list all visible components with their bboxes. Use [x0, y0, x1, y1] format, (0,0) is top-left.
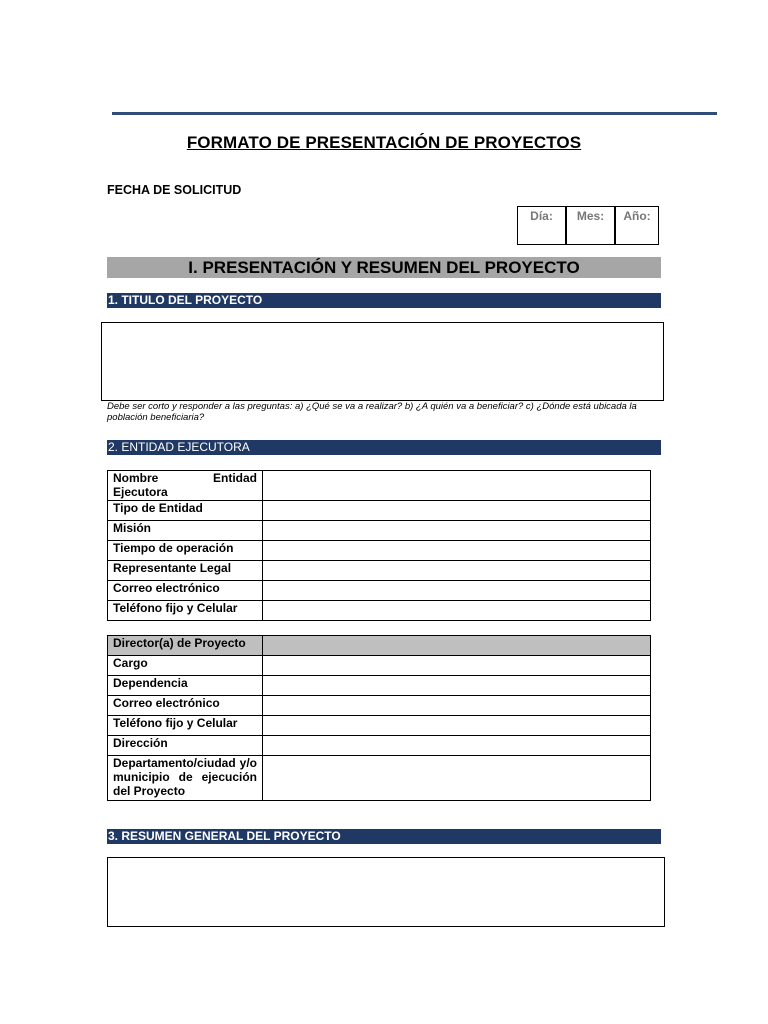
row-label: Teléfono fijo y Celular	[108, 601, 263, 621]
table-row	[108, 501, 651, 521]
table-row	[108, 636, 651, 656]
date-year-field[interactable]: Año:	[623, 209, 651, 223]
row-value-field[interactable]	[263, 581, 651, 601]
section-title: I. PRESENTACIÓN Y RESUMEN DEL PROYECTO	[107, 257, 661, 278]
titulo-note: Debe ser corto y responder a las preguntas: a) ¿Qué se va a realizar? b) ¿A quién va a beneficiar? c) ¿Dónde está ubicada la población beneficiaria?	[107, 401, 637, 423]
row-label: Representante Legal	[108, 561, 263, 581]
row-value-field[interactable]	[263, 541, 651, 561]
row-label: Departamento/ciudad y/o municipio de ejecución del Proyecto	[108, 756, 263, 801]
row-label: Misión	[108, 521, 263, 541]
row-value-field[interactable]	[263, 716, 651, 736]
table-row	[108, 521, 651, 541]
titulo-header: 1. TITULO DEL PROYECTO	[107, 293, 661, 308]
row-label: Correo electrónico	[108, 581, 263, 601]
row-label: Nombre Entidad Ejecutora	[108, 471, 263, 501]
row-value-field[interactable]	[263, 676, 651, 696]
entidad-table	[107, 470, 651, 621]
row-label: Dependencia	[108, 676, 263, 696]
date-fields	[517, 206, 659, 245]
row-value-field[interactable]	[263, 521, 651, 541]
table-row	[108, 581, 651, 601]
row-value-field[interactable]	[263, 561, 651, 581]
director-header: Director(a) de Proyecto	[108, 636, 263, 656]
resumen-textbox[interactable]	[107, 857, 665, 927]
date-day-field[interactable]: Día:	[518, 207, 567, 244]
top-rule	[112, 112, 717, 115]
date-month-field[interactable]: Mes:	[567, 207, 616, 244]
table-row	[108, 756, 651, 801]
row-value-field[interactable]	[263, 736, 651, 756]
table-row	[108, 676, 651, 696]
director-table	[107, 635, 651, 801]
table-row	[108, 736, 651, 756]
resumen-header: 3. RESUMEN GENERAL DEL PROYECTO	[107, 829, 661, 844]
row-label: Correo electrónico	[108, 696, 263, 716]
fecha-solicitud-label: FECHA DE SOLICITUD	[107, 183, 242, 197]
table-row	[108, 696, 651, 716]
row-label: Dirección	[108, 736, 263, 756]
table-row	[108, 541, 651, 561]
titulo-textbox[interactable]	[101, 322, 664, 401]
row-value-field[interactable]	[263, 501, 651, 521]
table-row	[108, 471, 651, 501]
table-row	[108, 561, 651, 581]
row-label: Tiempo de operación	[108, 541, 263, 561]
row-value-field[interactable]	[263, 601, 651, 621]
row-value-field[interactable]	[263, 696, 651, 716]
row-value-field[interactable]	[263, 636, 651, 656]
row-label: Teléfono fijo y Celular	[108, 716, 263, 736]
entidad-header: 2. ENTIDAD EJECUTORA	[107, 440, 661, 455]
table-row	[108, 601, 651, 621]
row-label: Cargo	[108, 656, 263, 676]
table-row	[108, 716, 651, 736]
row-label: Tipo de Entidad	[108, 501, 263, 521]
table-row	[108, 656, 651, 676]
row-value-field[interactable]	[263, 756, 651, 801]
document-title: FORMATO DE PRESENTACIÓN DE PROYECTOS	[186, 133, 582, 152]
row-value-field[interactable]	[263, 471, 651, 501]
row-value-field[interactable]	[263, 656, 651, 676]
